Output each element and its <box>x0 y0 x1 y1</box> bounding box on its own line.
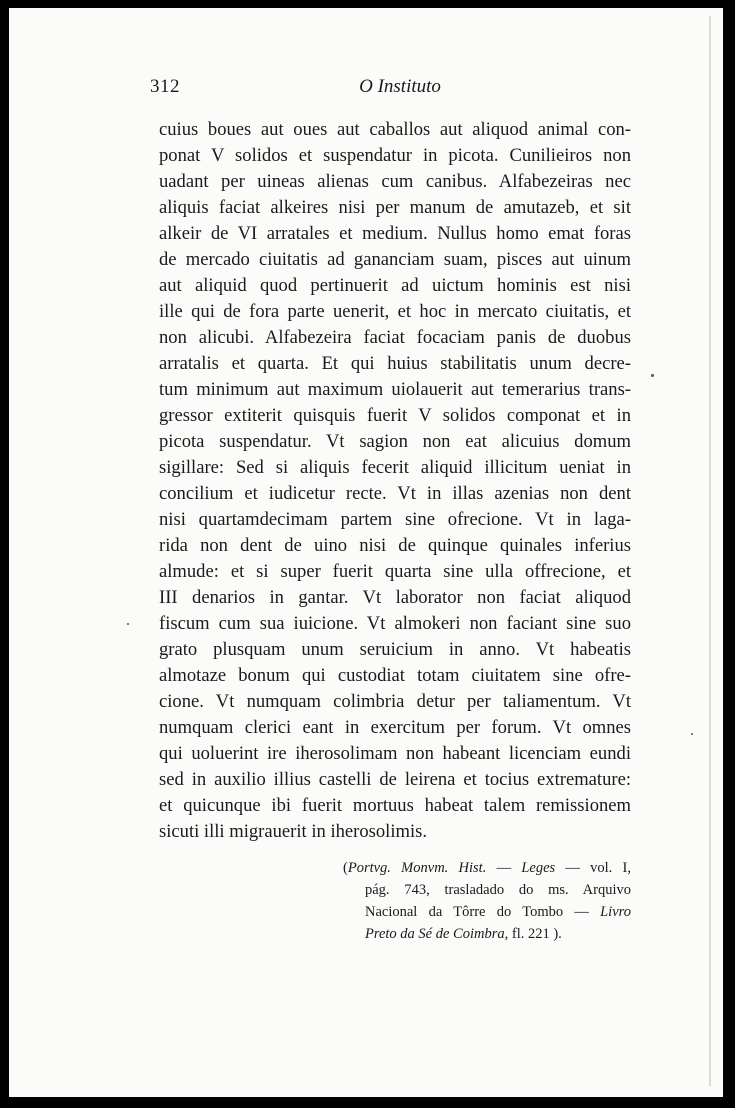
scan-speck <box>127 623 129 625</box>
body-line: cuius boues aut oues aut caballos aut aliquod animal con- <box>159 119 631 140</box>
body-line: fiscum cum sua iuicione. Vt almokeri non faciant sine suo <box>159 613 631 634</box>
body-line: non alicubi. Alfabezeira faciat focaciam panis de duobus <box>159 327 631 348</box>
body-line: arratalis et quarta. Et qui huius stabilitatis unum decre- <box>159 353 631 374</box>
body-line: concilium et iudicetur recte. Vt in illas azenias non dent <box>159 483 631 504</box>
body-line-last: sicuti illi migrauerit in iherosolimis. <box>159 821 428 842</box>
body-line: de mercado ciuitatis ad gananciam suam, pisces aut uinum <box>159 249 631 270</box>
body-line: rida non dent de uino nisi de quinque quinales inferius <box>159 535 631 556</box>
body-line: uadant per uineas alienas cum canibus. Alfabezeiras nec <box>159 171 631 192</box>
running-title: O Instituto <box>359 76 441 97</box>
body-line: alkeir de VI arratales et medium. Nullus homo emat foras <box>159 223 631 244</box>
body-line: aut aliquid quod pertinuerit ad uictum hominis est nisi <box>159 275 631 296</box>
scan-speck <box>651 374 654 377</box>
body-line: nisi quartamdecimam partem sine ofrecione. Vt in laga- <box>159 509 631 530</box>
citation-folio: fl. 221 ). <box>508 926 562 942</box>
citation-volume: — vol. I, <box>555 860 632 876</box>
body-line: et quicunque ibi fuerit mortuus habeat talem remissionem <box>159 795 631 816</box>
body-line: almotaze bonum qui custodiat totam ciuitatem sine ofre- <box>159 665 631 686</box>
source-citation <box>343 857 631 945</box>
body-line: aliquis faciat alkeires nisi per manum de amutazeb, et sit <box>159 197 631 218</box>
body-line: almude: et si super fuerit quarta sine ulla offrecione, et <box>159 561 631 582</box>
body-text <box>159 117 631 845</box>
citation-archive: Nacional da Tôrre do Tombo — <box>365 904 601 920</box>
citation-open-paren: ( <box>343 860 348 876</box>
body-line: gressor extiterit quisquis fuerit V solidos componat et in <box>159 405 631 426</box>
page-number: 312 <box>150 76 180 97</box>
body-line: III denarios in gantar. Vt laborator non faciat aliquod <box>159 587 631 608</box>
citation-line-1 <box>343 857 631 879</box>
body-line: ille qui de fora parte uenerit, et hoc in mercato ciuitatis, et <box>159 301 631 322</box>
body-line: sigillare: Sed si aliquis fecerit aliquid illicitum ueniat in <box>159 457 631 478</box>
citation-book: Livro <box>600 904 631 920</box>
citation-book-title: Preto da Sé de Coimbra, <box>365 926 509 942</box>
scan-speck <box>691 733 693 735</box>
body-line: picota suspendatur. Vt sagion non eat alicuius domum <box>159 431 631 452</box>
citation-section: Leges <box>521 860 556 876</box>
citation-dash: — <box>486 860 522 876</box>
body-line: grato plusquam unum seruicium in anno. Vt habeatis <box>159 639 631 660</box>
citation-source: Portvg. Monvm. Hist. <box>347 860 487 876</box>
body-line: sed in auxilio illius castelli de leirena et tocius extremature: <box>159 769 631 790</box>
citation-line-2: pág. 743, trasladado do ms. Arquivo <box>365 882 631 898</box>
body-line: qui uoluerint ire iherosolimam non habeant licenciam eundi <box>159 743 631 764</box>
body-line: tum minimum aut maximum uiolauerit aut temerarius trans- <box>159 379 631 400</box>
body-line: cione. Vt numquam colimbria detur per taliamentum. Vt <box>159 691 631 712</box>
citation-line-3 <box>343 901 631 923</box>
citation-line-4 <box>343 923 631 945</box>
body-line: numquam clerici eant in exercitum per forum. Vt omnes <box>159 717 631 738</box>
body-line: ponat V solidos et suspendatur in picota. Cunilieiros non <box>159 145 631 166</box>
